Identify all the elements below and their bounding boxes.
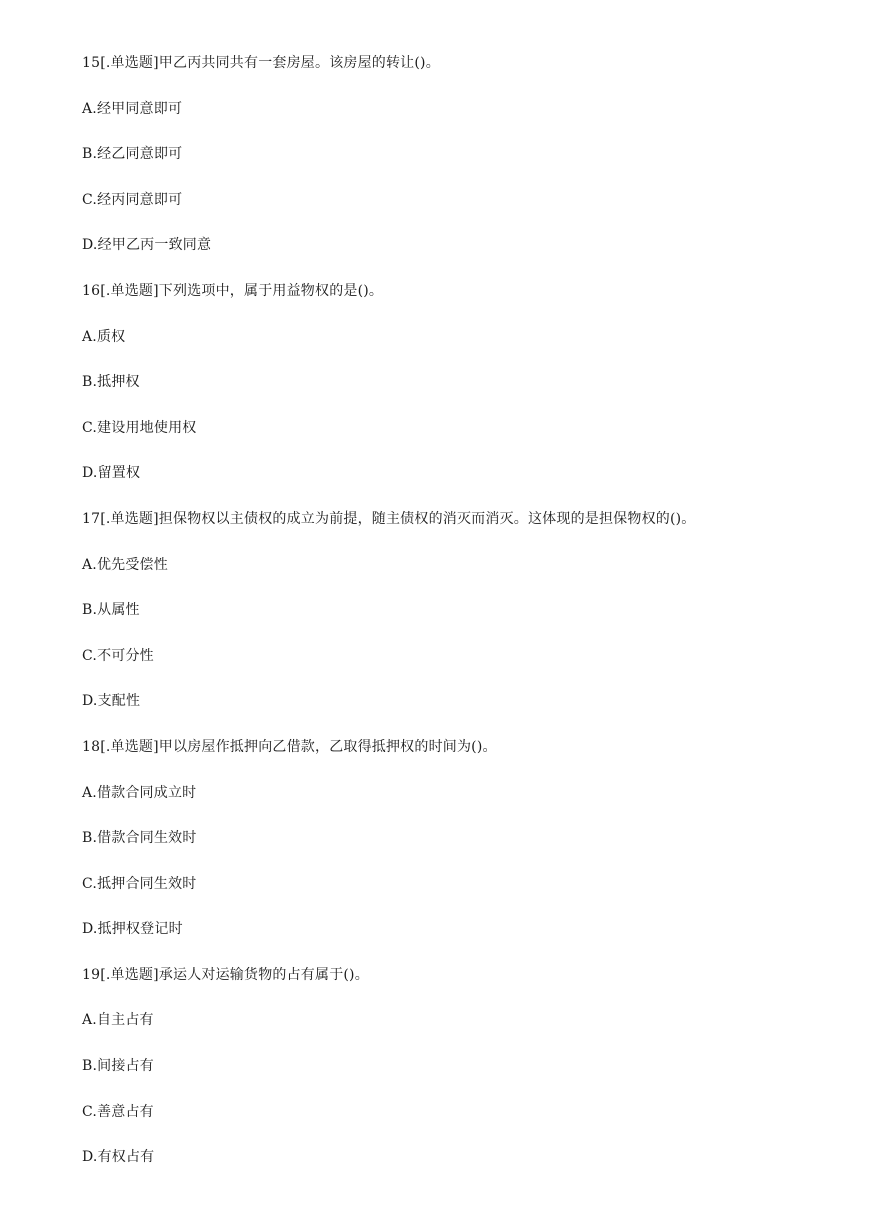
option-b: B.经乙同意即可 <box>82 146 183 163</box>
question-17 <box>82 508 842 736</box>
option-b: B.从属性 <box>82 602 140 619</box>
option-c: C.建设用地使用权 <box>82 419 197 436</box>
option-b: B.间接占有 <box>82 1058 154 1075</box>
option-b: B.借款合同生效时 <box>82 830 197 847</box>
option-a: A.质权 <box>82 328 126 345</box>
option-d: D.留置权 <box>82 465 141 482</box>
question-16 <box>82 280 842 508</box>
option-c: C.善意占有 <box>82 1103 154 1120</box>
question-stem: 17[.单选题]担保物权以主债权的成立为前提，随主债权的消灭而消灭。这体现的是担保物权的()。 <box>82 510 696 527</box>
option-b: B.抵押权 <box>82 374 140 391</box>
option-d: D.支配性 <box>82 693 141 710</box>
question-stem: 19[.单选题]承运人对运输货物的占有属于()。 <box>82 966 369 983</box>
question-19 <box>82 964 842 1192</box>
option-c: C.抵押合同生效时 <box>82 875 197 892</box>
document-page <box>82 52 842 1192</box>
question-stem: 18[.单选题]甲以房屋作抵押向乙借款，乙取得抵押权的时间为()。 <box>82 738 497 755</box>
question-stem: 15[.单选题]甲乙丙共同共有一套房屋。该房屋的转让()。 <box>82 55 440 71</box>
option-a: A.自主占有 <box>82 1012 154 1029</box>
option-d: D.有权占有 <box>82 1149 155 1166</box>
question-15 <box>82 52 842 280</box>
option-d: D.经甲乙丙一致同意 <box>82 237 212 254</box>
option-d: D.抵押权登记时 <box>82 921 183 938</box>
option-a: A.经甲同意即可 <box>82 100 183 117</box>
option-a: A.优先受偿性 <box>82 556 168 573</box>
question-stem: 16[.单选题]下列选项中，属于用益物权的是()。 <box>82 282 384 299</box>
option-c: C.不可分性 <box>82 647 154 664</box>
question-18 <box>82 736 842 964</box>
option-a: A.借款合同成立时 <box>82 784 197 801</box>
option-c: C.经丙同意即可 <box>82 191 183 208</box>
